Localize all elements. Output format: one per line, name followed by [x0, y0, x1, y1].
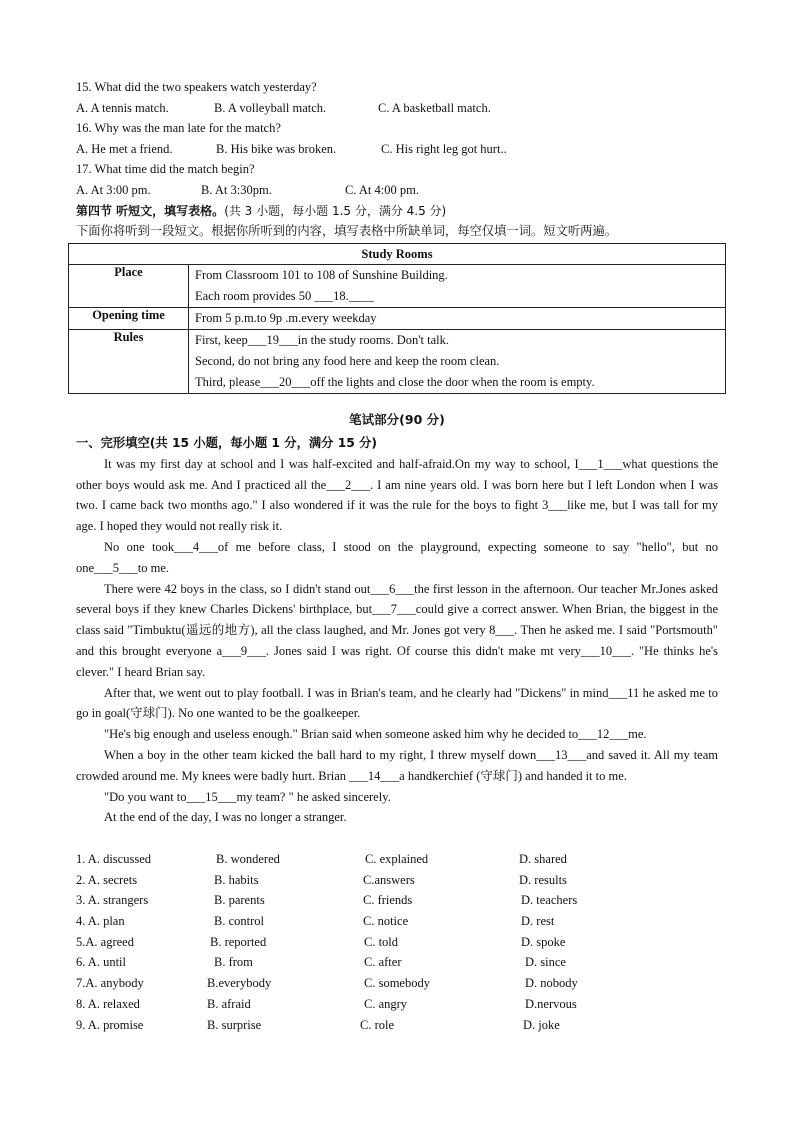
paragraph: No one took___4___of me before class, I stood on the playground, expecting someone to say "hello", but no one___5___to me.	[76, 539, 718, 575]
paragraph: "Do you want to___15___my team? " he asked sincerely.	[104, 789, 391, 804]
section-4-instructions: 下面你将听到一段短文。根据你所听到的内容，填写表格中所缺单词，每空仅填一词。短文听两遍。	[76, 224, 618, 239]
paragraph: It was my first day at school and I was half-excited and half-afraid.On my way to school, I___1___what questions the other boys would ask me. And I practiced all the___2___. I am nine years old. I was born here but I left London when I was two. I came back two months ago." I also wondered if it was the rule for the boys to fight 3___like me, but I was tall for my age. I hoped they would not really risk it.	[76, 456, 718, 534]
rules-line-2: Second, do not bring any food here and keep the room clean.	[195, 354, 500, 368]
question-16-options: A. He met a friend. B. His bike was broken. C. His right leg got hurt..	[76, 141, 507, 156]
study-rooms-table	[68, 243, 726, 394]
table-row	[69, 330, 726, 394]
question-15: 15. What did the two speakers watch yesterday?	[76, 80, 317, 94]
written-part-heading: 笔试部分(90 分)	[349, 412, 445, 427]
rules-line-3: Third, please___20___off the lights and close the door when the room is empty.	[195, 375, 595, 389]
table-row	[69, 308, 726, 330]
row-label-rules: Rules	[69, 330, 189, 394]
row-label-place: Place	[69, 265, 189, 308]
paragraph: After that, we went out to play football. I was in Brian's team, and he clearly had "Dickens" in mind___11 he asked me to go in goal(守球门). No one wanted to be the goalkeeper.	[76, 685, 718, 721]
paragraph: There were 42 boys in the class, so I didn't stand out___6___the first lesson in the afternoon. Our teacher Mr.Jones asked several boys if they knew Charles Dickens' birthplace, but___7___could give a correct answer. When Brian, the biggest in the class said "Timbuktu(遥远的地方), all the class laughed, and Mr. Jones got very 8___. Then he asked me. I said "Portsmouth" and this brought everyone a___9___. Jones said I was right. Of course this didn't make mt very___10___. "He thinks he's clever." I heard Brian say.	[76, 581, 718, 679]
paragraph: "He's big enough and useless enough." Brian said when someone asked him why he decided to___12___me.	[104, 727, 647, 742]
place-line-1: From Classroom 101 to 108 of Sunshine Building.	[195, 268, 448, 282]
question-17-options: A. At 3:00 pm. B. At 3:30pm. C. At 4:00 pm.	[76, 182, 419, 197]
table-row	[69, 265, 726, 308]
opening-time-line: From 5 p.m.to 9p .m.every weekday	[195, 311, 377, 325]
question-16: 16. Why was the man late for the match?	[76, 121, 281, 136]
cloze-title: 一、完形填空(共 15 小题，每小题 1 分，满分 15 分)	[76, 436, 378, 450]
paragraph: At the end of the day, I was no longer a stranger.	[104, 810, 347, 825]
paragraph: When a boy in the other team kicked the ball hard to my right, I threw myself down___13___and saved it. All my team crowded around me. My knees were badly hurt. Brian ___14___a handkerchief (守球门) and handed it to me.	[76, 747, 718, 783]
cloze-passage	[76, 433, 718, 828]
row-label-opening-time: Opening time	[69, 308, 189, 330]
question-15-options: A. A tennis match. B. A volleyball match. C. A basketball match.	[76, 100, 491, 115]
section-4-title: 第四节 听短文，填写表格。(共 3 小题，每小题 1.5 分，满分 4.5 分)	[76, 203, 447, 218]
question-17: 17. What time did the match begin?	[76, 162, 255, 177]
place-line-2: Each room provides 50 ___18.____	[195, 289, 374, 303]
rules-line-1: First, keep___19___in the study rooms. Don't talk.	[195, 333, 449, 347]
table-title: Study Rooms	[69, 244, 726, 265]
listening-section	[76, 77, 726, 242]
